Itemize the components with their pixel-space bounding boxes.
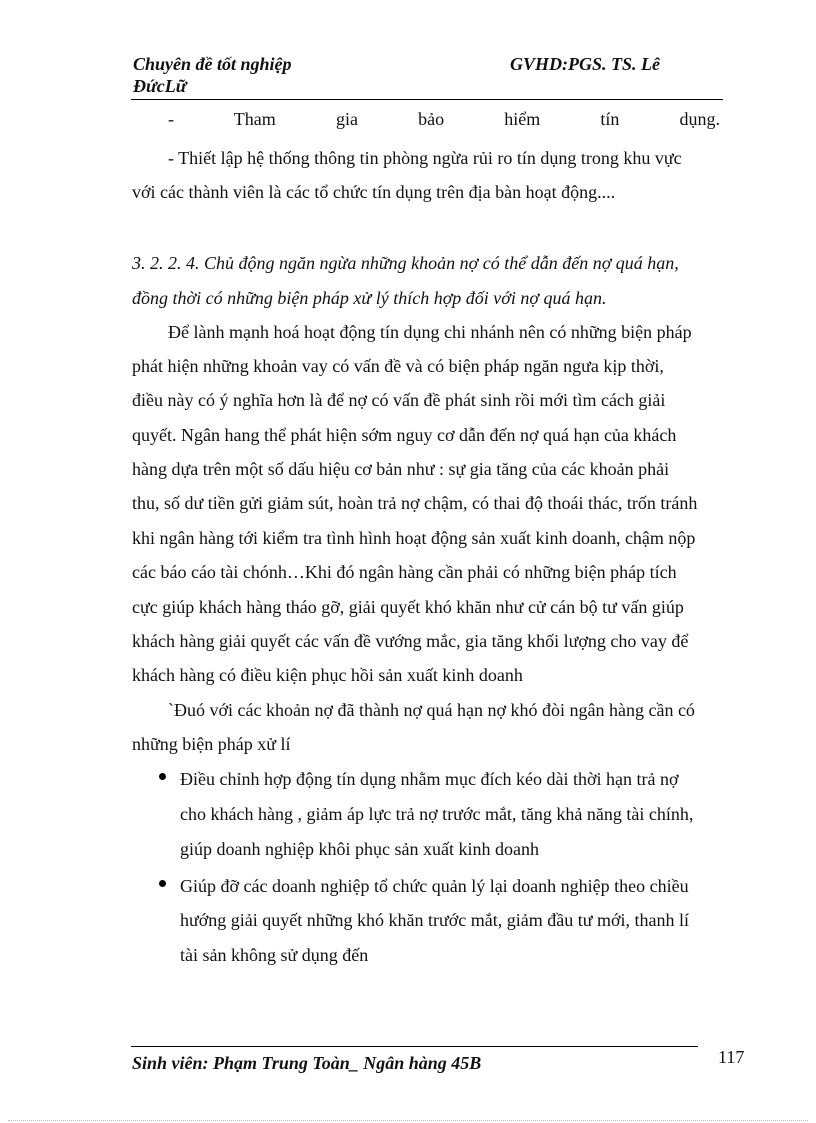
- paragraph-line: quyết. Ngân hang thể phát hiện sớm nguy cơ dẫn đến nợ quá hạn của khách: [132, 425, 677, 445]
- paragraph-line: cực giúp khách hàng tháo gỡ, giải quyết khó khăn như cử cán bộ tư vấn giúp: [132, 597, 684, 617]
- page-number: 117: [718, 1047, 745, 1067]
- page-bottom-divider: [8, 1120, 808, 1121]
- list-line: - Tham gia bảo hiểm tín dụng.: [168, 109, 720, 129]
- paragraph-line: điều này có ý nghĩa hơn là để nợ có vấn đề phát sinh rồi mới tìm cách giải: [132, 390, 666, 410]
- section-heading-cont: đồng thời có những biện pháp xử lý thích hợp đối với nợ quá hạn.: [132, 288, 607, 308]
- bullet-icon: [159, 880, 166, 887]
- footer-rule: [131, 1046, 698, 1047]
- header-advisor-name-cont: ĐứcLữ: [133, 76, 187, 96]
- paragraph-line: Để lành mạnh hoá hoạt động tín dụng chi nhánh nên có những biện pháp: [168, 322, 692, 342]
- header-rule: [131, 99, 723, 100]
- bullet-item-line: hướng giải quyết những khó khăn trước mắt, giảm đầu tư mới, thanh lí: [180, 910, 690, 930]
- bullet-item-line: giúp doanh nghiệp khôi phục sản xuất kinh doanh: [180, 839, 539, 859]
- paragraph-line: thu, số dư tiền gửi giảm sút, hoàn trả nợ chậm, có thai độ thoái thác, trốn tránh: [132, 493, 698, 513]
- paragraph-line: khách hàng có điều kiện phục hồi sản xuất kinh doanh: [132, 665, 523, 685]
- footer-student: Sinh viên: Phạm Trung Toàn_ Ngân hàng 45B: [132, 1053, 482, 1073]
- list-line-cont: với các thành viên là các tổ chức tín dụng trên địa bàn hoạt động....: [132, 182, 616, 202]
- header-thesis-title: Chuyên đề tốt nghiệp: [133, 54, 292, 74]
- section-heading: 3. 2. 2. 4. Chủ động ngăn ngừa những khoản nợ có thể dẫn đến nợ quá hạn,: [132, 253, 679, 273]
- paragraph-line: khách hàng giải quyết các vấn đề vướng mắc, gia tăng khối lượng cho vay để: [132, 631, 689, 651]
- paragraph-line: những biện pháp xử lí: [132, 734, 291, 754]
- bullet-icon: [159, 773, 166, 780]
- paragraph-line: hàng dựa trên một số dấu hiệu cơ bản như : sự gia tăng của các khoản phải: [132, 459, 670, 479]
- header-advisor: GVHD:PGS. TS. Lê: [510, 54, 660, 74]
- paragraph-line: khi ngân hàng tới kiểm tra tình hình hoạt động sản xuất kinh doanh, chậm nộp: [132, 528, 696, 548]
- bullet-item-line: cho khách hàng , giảm áp lực trả nợ trước mắt, tăng khả năng tài chính,: [180, 804, 694, 824]
- paragraph-line: phát hiện những khoản vay có vấn đề và có biện pháp ngăn ngưa kịp thời,: [132, 356, 664, 376]
- bullet-item-line: Giúp đỡ các doanh nghiệp tổ chức quản lý lại doanh nghiệp theo chiều: [180, 876, 689, 896]
- bullet-item-line: Điều chỉnh hợp động tín dụng nhằm mục đích kéo dài thời hạn trả nợ: [180, 769, 679, 789]
- list-line: - Thiết lập hệ thống thông tin phòng ngừa rủi ro tín dụng trong khu vực: [168, 148, 682, 168]
- paragraph-line: các báo cáo tài chónh…Khi đó ngân hàng cần phải có những biện pháp tích: [132, 562, 677, 582]
- paragraph-line: `Đuó với các khoản nợ đã thành nợ quá hạn nợ khó đòi ngân hàng cần có: [168, 700, 695, 720]
- bullet-item-line: tài sản không sử dụng đến: [180, 945, 369, 965]
